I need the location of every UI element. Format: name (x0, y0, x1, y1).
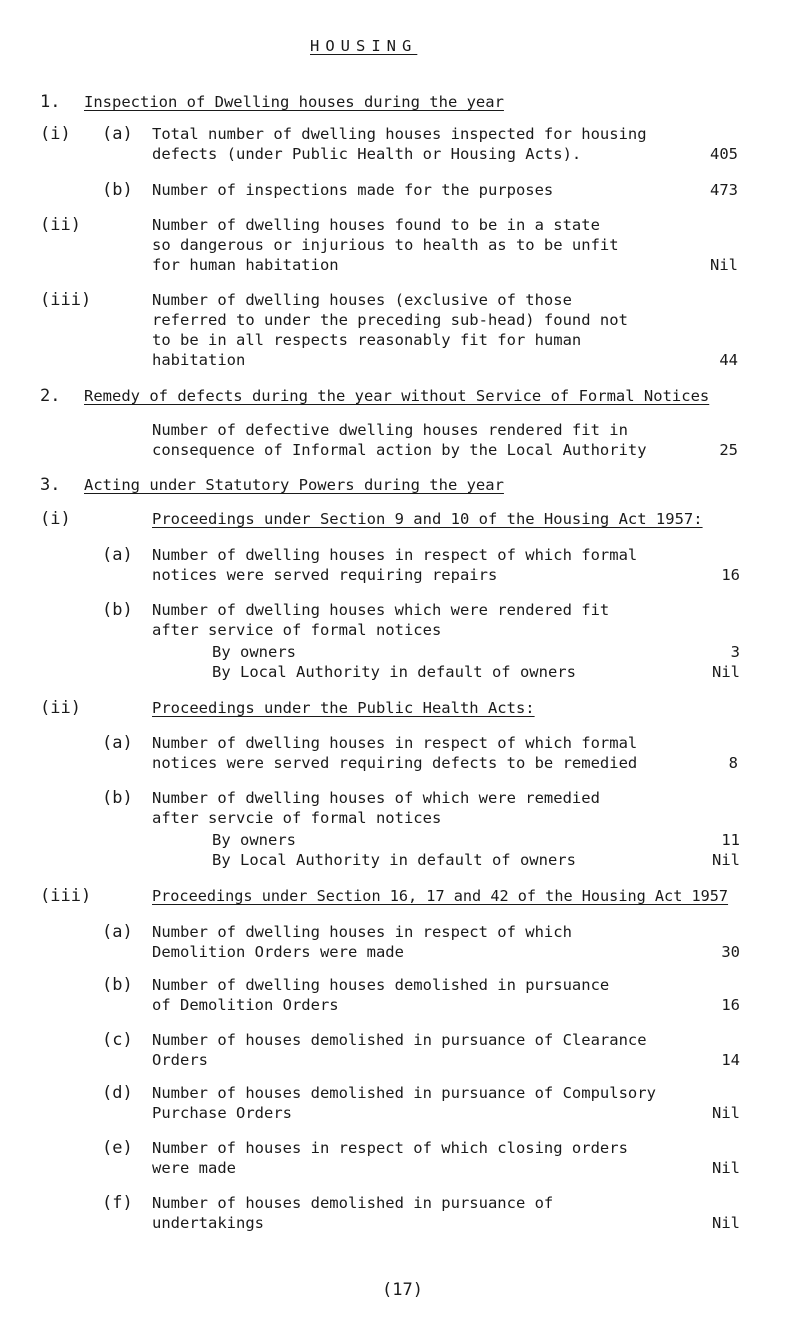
s3-ii-a-label: (a) (102, 733, 133, 753)
s3-ii-b-text (152, 788, 600, 828)
s1-a-text (152, 124, 647, 164)
s1-a-value: 405 (710, 145, 738, 163)
text-line: notices were served requiring defects to be remedied (152, 754, 638, 772)
s2-value: 25 (719, 441, 738, 459)
text-line: Total number of dwelling houses inspected for housing (152, 125, 647, 143)
text-line: Number of houses demolished in pursuance of Compulsory (152, 1084, 656, 1102)
s3-iii-f-text (152, 1193, 553, 1233)
section-1-number: 1. (40, 92, 61, 112)
text-line: Orders (152, 1051, 208, 1069)
text-line: notices were served requiring repairs (152, 566, 498, 584)
s3-iii-a-text (152, 922, 572, 962)
s3-ii-heading: Proceedings under the Public Health Acts: (152, 699, 535, 717)
s3-ii-label: (ii) (40, 698, 81, 718)
s1-b-text (152, 180, 553, 200)
s3-iii-f-value: Nil (712, 1214, 740, 1232)
s3-ii-b-la-value: Nil (712, 851, 740, 869)
s3-ii-b-la-label: By Local Authority in default of owners (212, 851, 576, 869)
page-title: HOUSING (310, 37, 418, 55)
s3-ii-b-label: (b) (102, 788, 133, 808)
text-line: undertakings (152, 1214, 264, 1232)
s3-iii-e-label: (e) (102, 1138, 133, 1158)
section-3-heading: Acting under Statutory Powers during the year (84, 476, 504, 494)
s1-b-value: 473 (710, 181, 738, 199)
s3-i-b-text (152, 600, 609, 640)
s1-ii-label: (ii) (40, 215, 81, 235)
s3-iii-b-text (152, 975, 609, 1015)
text-line: consequence of Informal action by the Local Authority (152, 441, 647, 459)
s3-iii-a-value: 30 (721, 943, 740, 961)
text-line: Number of dwelling houses which were rendered fit (152, 601, 610, 619)
text-line: Number of dwelling houses in respect of which formal (152, 734, 638, 752)
s3-i-b-la-value: Nil (712, 663, 740, 681)
s3-ii-a-text (152, 733, 637, 773)
section-3-number: 3. (40, 475, 61, 495)
section-1-heading: Inspection of Dwelling houses during the year (84, 93, 504, 111)
text-line: to be in all respects reasonably fit for human (152, 331, 582, 349)
page-number: (17) (382, 1280, 423, 1300)
text-line: Number of dwelling houses found to be in a state (152, 216, 600, 234)
text-line: were made (152, 1159, 236, 1177)
s3-iii-f-label: (f) (102, 1193, 133, 1213)
text-line: Number of houses demolished in pursuance of Clearance (152, 1031, 647, 1049)
s3-i-b-owners-label: By owners (212, 643, 296, 661)
s3-i-b-la-label: By Local Authority in default of owners (212, 663, 576, 681)
s1-i-label: (i) (40, 124, 71, 144)
s3-iii-b-label: (b) (102, 975, 133, 995)
s3-iii-d-value: Nil (712, 1104, 740, 1122)
section-2-number: 2. (40, 386, 61, 406)
s3-i-a-text (152, 545, 637, 585)
text-line: Number of houses in respect of which closing orders (152, 1139, 628, 1157)
s3-iii-e-value: Nil (712, 1159, 740, 1177)
s3-iii-e-text (152, 1138, 628, 1178)
text-line: habitation (152, 351, 246, 369)
text-line: of Demolition Orders (152, 996, 339, 1014)
s3-iii-label: (iii) (40, 886, 92, 906)
text-line: Number of dwelling houses in respect of which formal (152, 546, 638, 564)
s3-ii-a-value: 8 (728, 754, 738, 772)
s3-i-heading: Proceedings under Section 9 and 10 of the Housing Act 1957: (152, 510, 703, 528)
s1-iii-value: 44 (719, 351, 738, 369)
s3-iii-b-value: 16 (721, 996, 740, 1014)
s1-iii-label: (iii) (40, 290, 92, 310)
s2-text (152, 420, 647, 460)
s3-iii-c-value: 14 (721, 1051, 740, 1069)
text-line: referred to under the preceding sub-head) found not (152, 311, 628, 329)
text-line: Number of inspections made for the purposes (152, 181, 554, 199)
s1-b-label: (b) (102, 180, 133, 200)
s3-iii-d-text (152, 1083, 656, 1123)
text-line: Demolition Orders were made (152, 943, 404, 961)
s3-i-a-label: (a) (102, 545, 133, 565)
s3-i-b-label: (b) (102, 600, 133, 620)
text-line: Purchase Orders (152, 1104, 292, 1122)
s1-ii-value: Nil (710, 256, 738, 274)
s3-iii-d-label: (d) (102, 1083, 133, 1103)
s3-iii-heading: Proceedings under Section 16, 17 and 42 of the Housing Act 1957 (152, 887, 729, 905)
text-line: Number of dwelling houses demolished in pursuance (152, 976, 610, 994)
text-line: Number of dwelling houses of which were remedied (152, 789, 600, 807)
text-line: for human habitation (152, 256, 339, 274)
s3-ii-b-owners-label: By owners (212, 831, 296, 849)
text-line: after service of formal notices (152, 621, 442, 639)
section-2-heading: Remedy of defects during the year without Service of Formal Notices (84, 387, 710, 405)
s3-iii-c-label: (c) (102, 1030, 133, 1050)
text-line: after servcie of formal notices (152, 809, 442, 827)
s3-i-b-owners-value: 3 (730, 643, 740, 661)
s3-iii-c-text (152, 1030, 647, 1070)
s3-i-a-value: 16 (721, 566, 740, 584)
s1-a-label: (a) (102, 124, 133, 144)
text-line: defects (under Public Health or Housing Acts). (152, 145, 582, 163)
text-line: Number of dwelling houses (exclusive of those (152, 291, 572, 309)
s1-ii-text (152, 215, 619, 275)
text-line: Number of dwelling houses in respect of which (152, 923, 572, 941)
text-line: so dangerous or injurious to health as to be unfit (152, 236, 619, 254)
s3-iii-a-label: (a) (102, 922, 133, 942)
text-line: Number of houses demolished in pursuance of (152, 1194, 554, 1212)
s3-ii-b-owners-value: 11 (721, 831, 740, 849)
s3-i-label: (i) (40, 509, 71, 529)
text-line: Number of defective dwelling houses rendered fit in (152, 421, 628, 439)
s1-iii-text (152, 290, 628, 370)
